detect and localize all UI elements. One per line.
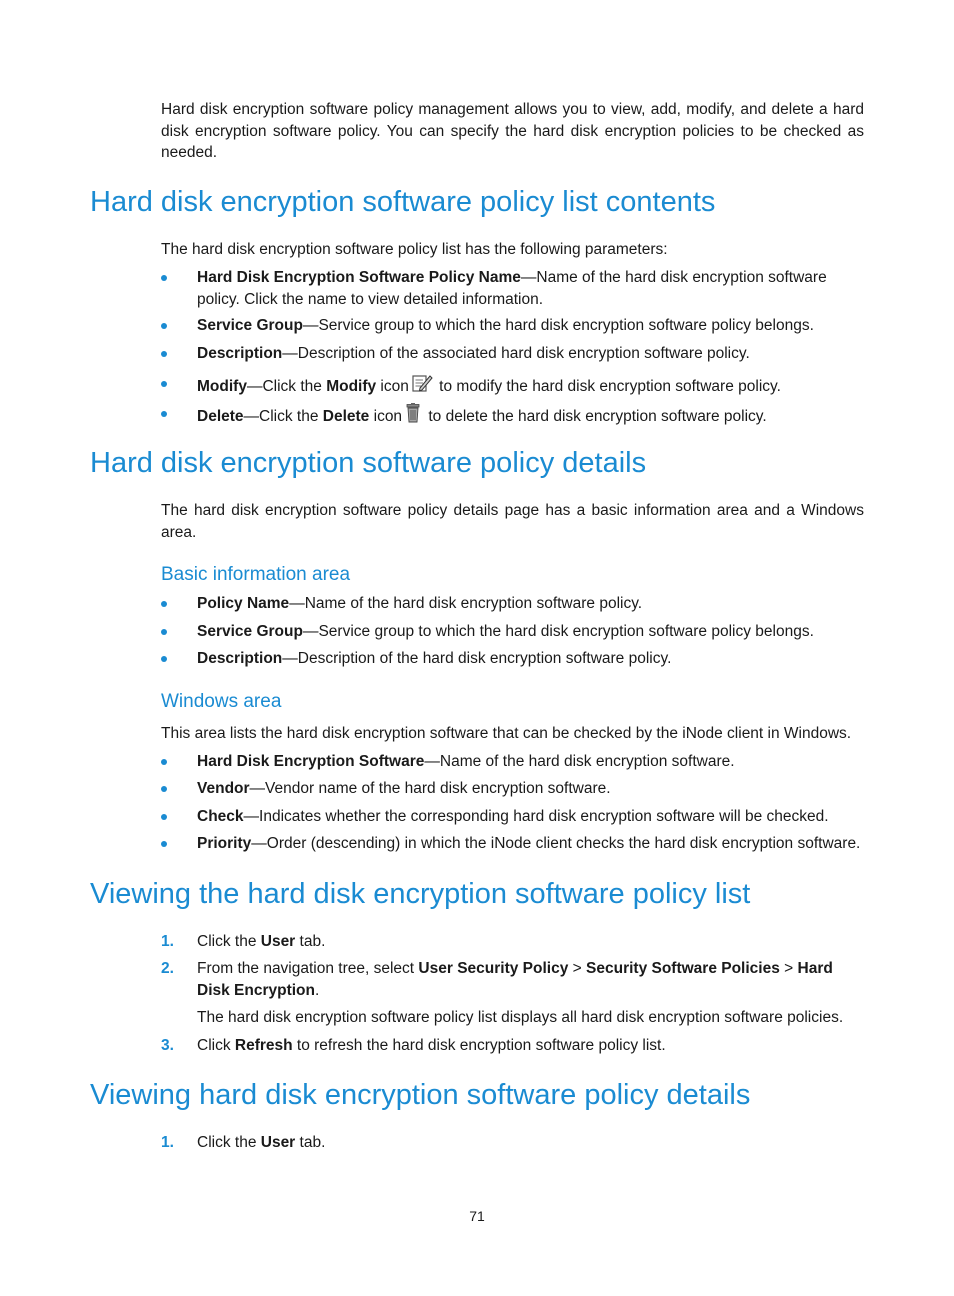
step-number: 1.	[161, 933, 174, 950]
term-description: —Name of the hard disk encryption software policy. Click the name to view detailed information.	[197, 269, 827, 308]
bullet-dot	[161, 351, 167, 357]
windows-area-lead: This area lists the hard disk encryption software that can be checked by the iNode client in Windows.	[161, 725, 852, 742]
bullet-dot	[161, 786, 167, 792]
bullet-dot	[161, 629, 167, 635]
term-description: —Service group to which the hard disk encryption software policy belongs.	[302, 317, 814, 334]
bullet-dot	[161, 275, 167, 281]
term-description-label: Description	[197, 345, 283, 362]
intro-paragraph: Hard disk encryption software policy management allows you to view, add, modify, and delete a hard disk encryption software policy. You can specify the hard disk encryption policies to be checked as needed.	[161, 101, 864, 162]
modify-icon	[411, 373, 433, 400]
bullet-dot	[161, 601, 167, 607]
term-service-group: Service Group	[197, 317, 303, 334]
section-heading-policy-details: Hard disk encryption software policy details	[90, 447, 647, 479]
section-heading-list-contents: Hard disk encryption software policy list contents	[90, 186, 716, 218]
step-item: 2. From the navigation tree, select User Security Policy > Security Software Policies > Hard Disk Encryption.	[161, 960, 833, 999]
term-delete: Delete	[197, 408, 244, 425]
policy-details-lead: The hard disk encryption software policy details page has a basic information area and a Windows area.	[161, 502, 864, 541]
step-number: 2.	[161, 960, 174, 977]
bullet-dot	[161, 814, 167, 820]
bullet-dot	[161, 759, 167, 765]
document-page: Hard disk encryption software policy management allows you to view, add, modify, and delete a hard disk encryption software policy. You can specify the hard disk encryption policies to be checked as needed. Hard disk encryption software policy list contents The hard disk encryption software policy list has the following parameters: Hard Disk Encryption Software Policy Name—Name of the hard disk encryption software policy. Click the name to view detailed information. Service Group—Service group to which the hard disk encryption software policy belongs. Description—Description of the associated hard disk encryption software policy. Modify—Click the Modify icon to modify the hard disk encryption software policy. Delete—Click the Delete icon to delete the hard disk encryption software policy. Hard disk encryption software policy details The hard disk encryption software policy details page has a basic information area and a Windows area. Basic information area Policy Name—Name of the hard disk encryption software policy. Service Group—Service group to which the hard disk encryption software policy belongs. Description—Description of the hard disk encryption software policy. Windows area This area lists the hard disk encryption software that can be checked by the iNode client in Windows. Hard Disk Encryption Software—Name of the hard disk encryption software. Vendor—Vendor name of the hard disk encryption software. Check—Indicates whether the corresponding hard disk encryption software will be checked. Priority—Order (descending) in which the iNode client checks the hard disk encryption software. Viewing the hard disk encryption software policy list 1. Click the User tab. 2. From the navigation tree, select User Security Policy > Security Software Policies > Hard Disk Encryption. The hard disk encryption software policy list displays all hard disk encryption software policies. 3. Click Refresh to refresh the hard disk encryption software policy list. Viewing hard disk encryption software policy details 1. Click the User tab. 71	[0, 0, 954, 1296]
bullet-dot	[161, 656, 167, 662]
step-number: 1.	[161, 1134, 174, 1151]
list-contents-lead: The hard disk encryption software policy list has the following parameters:	[161, 241, 668, 258]
bullet-dot	[161, 323, 167, 329]
delete-icon	[404, 403, 422, 430]
term-description: —Description of the associated hard disk encryption software policy.	[282, 345, 750, 362]
step-note: The hard disk encryption software policy list displays all hard disk encryption software policies.	[197, 1009, 844, 1026]
term-modify: Modify	[197, 378, 247, 395]
subheading-windows-area: Windows area	[161, 691, 282, 712]
subheading-basic-information: Basic information area	[161, 564, 351, 585]
bullet-dot	[161, 381, 167, 387]
term-policy-name: Hard Disk Encryption Software Policy Name	[197, 269, 521, 286]
bullet-dot	[161, 411, 167, 417]
page-number: 71	[469, 1208, 485, 1224]
bullet-dot	[161, 841, 167, 847]
step-number: 3.	[161, 1037, 174, 1054]
section-heading-viewing-list: Viewing the hard disk encryption software policy list	[90, 878, 751, 910]
list-item	[161, 267, 864, 311]
section-heading-viewing-details: Viewing hard disk encryption software policy details	[90, 1079, 751, 1111]
